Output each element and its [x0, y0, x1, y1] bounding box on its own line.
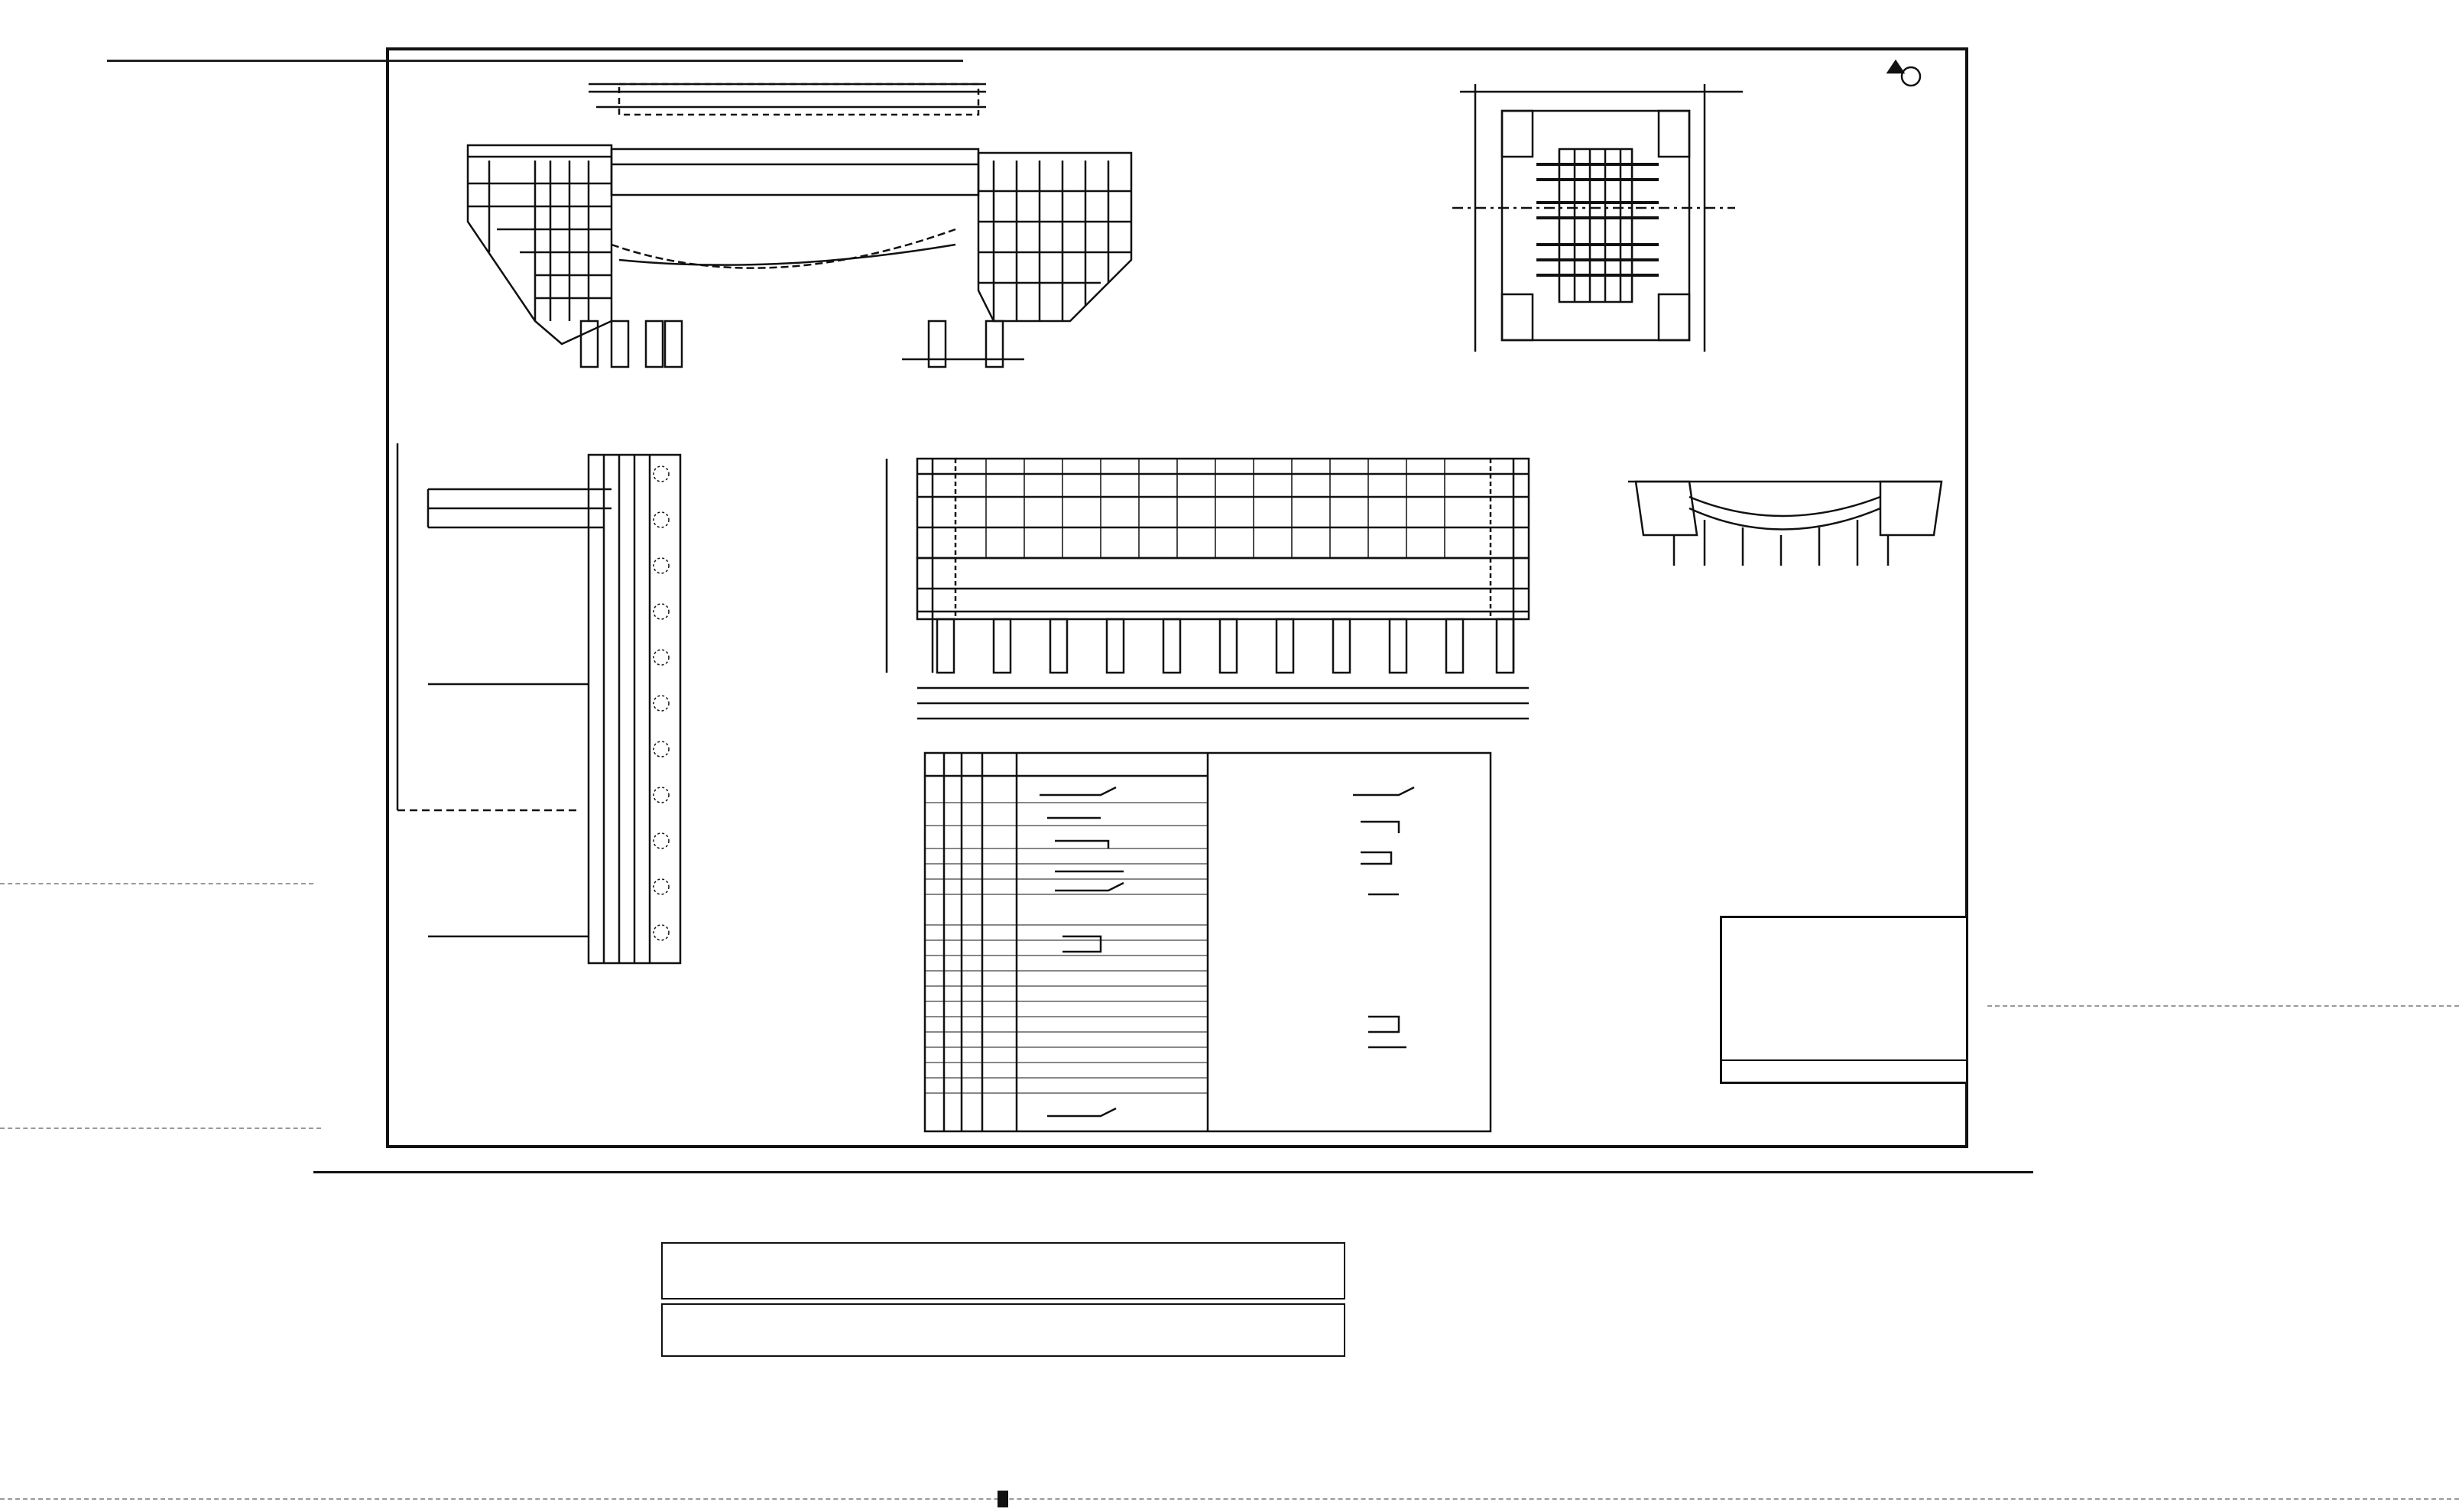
sheet-bottom-rule: [313, 1171, 2033, 1173]
tb-divider: [1722, 1059, 1966, 1061]
ruler-cm: [661, 1303, 1345, 1357]
title-block: [1720, 916, 1968, 1084]
ruler-inch-ticks: [663, 1244, 1344, 1298]
scan-artifact-line: [0, 1498, 2459, 1500]
scan-artifact-line: [1987, 1005, 2459, 1007]
ruler-cm-ticks: [663, 1305, 1344, 1355]
scan-mark: [998, 1491, 1008, 1507]
scan-artifact-line: [0, 1128, 321, 1129]
scan-artifact-line: [0, 883, 313, 884]
ruler-inches: [661, 1242, 1345, 1299]
